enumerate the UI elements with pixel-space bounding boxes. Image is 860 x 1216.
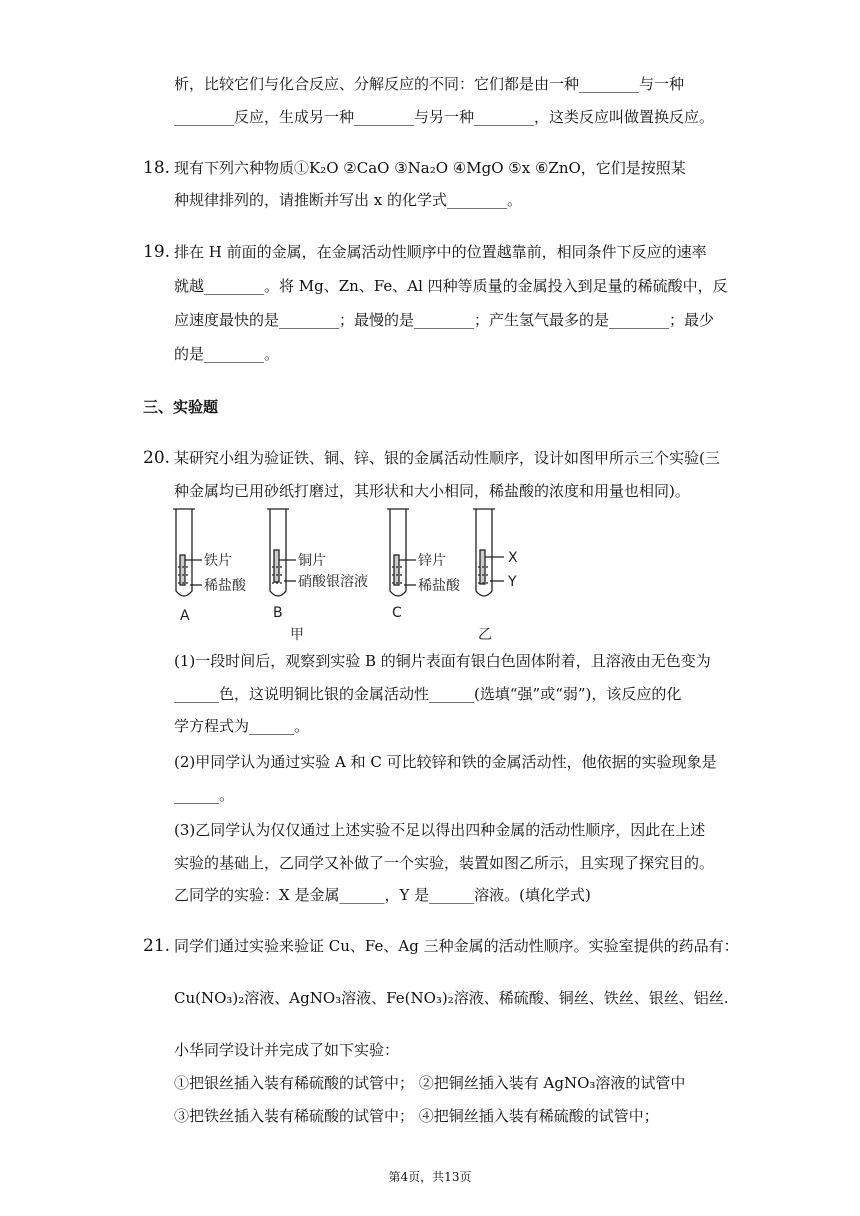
text-line: 乙同学的实验：X 是金属______，Y 是______溶液。(填化学式)	[174, 886, 591, 904]
text-line: Cu(NO₃)₂溶液、AgNO₃溶液、Fe(NO₃)₂溶液、稀硫酸、铜丝、铁丝、银丝、铝丝.	[174, 989, 729, 1007]
text-line: 析，比较它们与化合反应、分解反应的不同：它们都是由一种________与一种	[174, 75, 685, 93]
text-line: 的是________。	[174, 345, 280, 363]
text-line: 种规律排列的，请推断并写出 x 的化学式________。	[174, 191, 522, 209]
label-tube-d-top: X	[508, 550, 518, 566]
label-tube-d-bottom: Y	[508, 574, 517, 590]
page-footer: 第4页，共13页	[388, 1170, 472, 1184]
label-tube-c-bottom: 稀盐酸	[418, 578, 460, 594]
text-line: (2)甲同学认为通过实验 A 和 C 可比较锌和铁的金属活动性，他依据的实验现象是	[174, 753, 717, 771]
text-line: (3)乙同学认为仅仅通过上述实验不足以得出四种金属的活动性顺序，因此在上述	[174, 821, 706, 839]
text-line: 应速度最快的是________；最慢的是________；产生氢气最多的是________；最少	[174, 311, 715, 329]
test-tube-b	[267, 509, 296, 596]
label-tube-b-top: 铜片	[298, 553, 326, 569]
text-line: 排在 H 前面的金属，在金属活动性顺序中的位置越靠前，相同条件下反应的速率	[174, 243, 707, 261]
text-line: 实验的基础上，乙同学又补做了一个实验，装置如图乙所示，且实现了探究目的。	[174, 854, 715, 872]
test-tube-c	[387, 509, 416, 596]
test-tube-a	[173, 509, 202, 596]
label-tube-b-bottom: 硝酸银溶液	[298, 574, 368, 590]
question-number: 20.	[143, 448, 171, 468]
test-tube-d	[473, 509, 504, 596]
label-tube-c-letter: C	[392, 605, 402, 621]
text-line: ________反应，生成另一种________与另一种________，这类反应叫做置换反应。	[174, 108, 715, 126]
label-tube-a-bottom: 稀盐酸	[204, 578, 246, 594]
label-tube-b-letter: B	[273, 605, 283, 621]
text-line: 现有下列六种物质①K₂O ②CaO ③Na₂O ④MgO ⑤x ⑥ZnO，它们是按照某	[174, 159, 686, 177]
experiment-figure	[170, 505, 540, 645]
text-line: ______。	[174, 786, 235, 804]
question-number: 18.	[143, 158, 171, 178]
text-line: ①把银丝插入装有稀硫酸的试管中； ②把铜丝插入装有 AgNO₃溶液的试管中	[174, 1074, 686, 1092]
text-line: 同学们通过实验来验证 Cu、Fe、Ag 三种金属的活动性顺序。实验室提供的药品有：	[174, 937, 739, 955]
label-jia: 甲	[290, 627, 304, 643]
text-line: ③把铁丝插入装有稀硫酸的试管中； ④把铜丝插入装有稀硫酸的试管中；	[174, 1107, 659, 1125]
label-yi: 乙	[478, 627, 492, 643]
label-tube-c-top: 锌片	[418, 553, 446, 569]
text-line: 学方程式为______。	[174, 717, 310, 735]
question-number: 21.	[143, 936, 171, 956]
question-number: 19.	[143, 242, 171, 262]
label-tube-a-letter: A	[180, 608, 190, 624]
label-tube-a-top: 铁片	[204, 553, 232, 569]
text-line: 就越________。将 Mg、Zn、Fe、Al 四种等质量的金属投入到足量的稀硫酸中，反	[174, 277, 728, 295]
text-line: 某研究小组为验证铁、铜、锌、银的金属活动性顺序，设计如图甲所示三个实验(三	[174, 449, 720, 467]
text-line: 小华同学设计并完成了如下实验：	[174, 1041, 400, 1059]
text-line: (1)一段时间后，观察到实验 B 的铜片表面有银白色固体附着，且溶液由无色变为	[174, 652, 711, 670]
text-line: 种金属均已用砂纸打磨过，其形状和大小相同，稀盐酸的浓度和用量也相同)。	[174, 482, 690, 500]
section-title: 三、实验题	[143, 398, 219, 416]
text-line: ______色，这说明铜比银的金属活动性______(选填“强”或“弱”)，该反应的化	[174, 685, 682, 703]
